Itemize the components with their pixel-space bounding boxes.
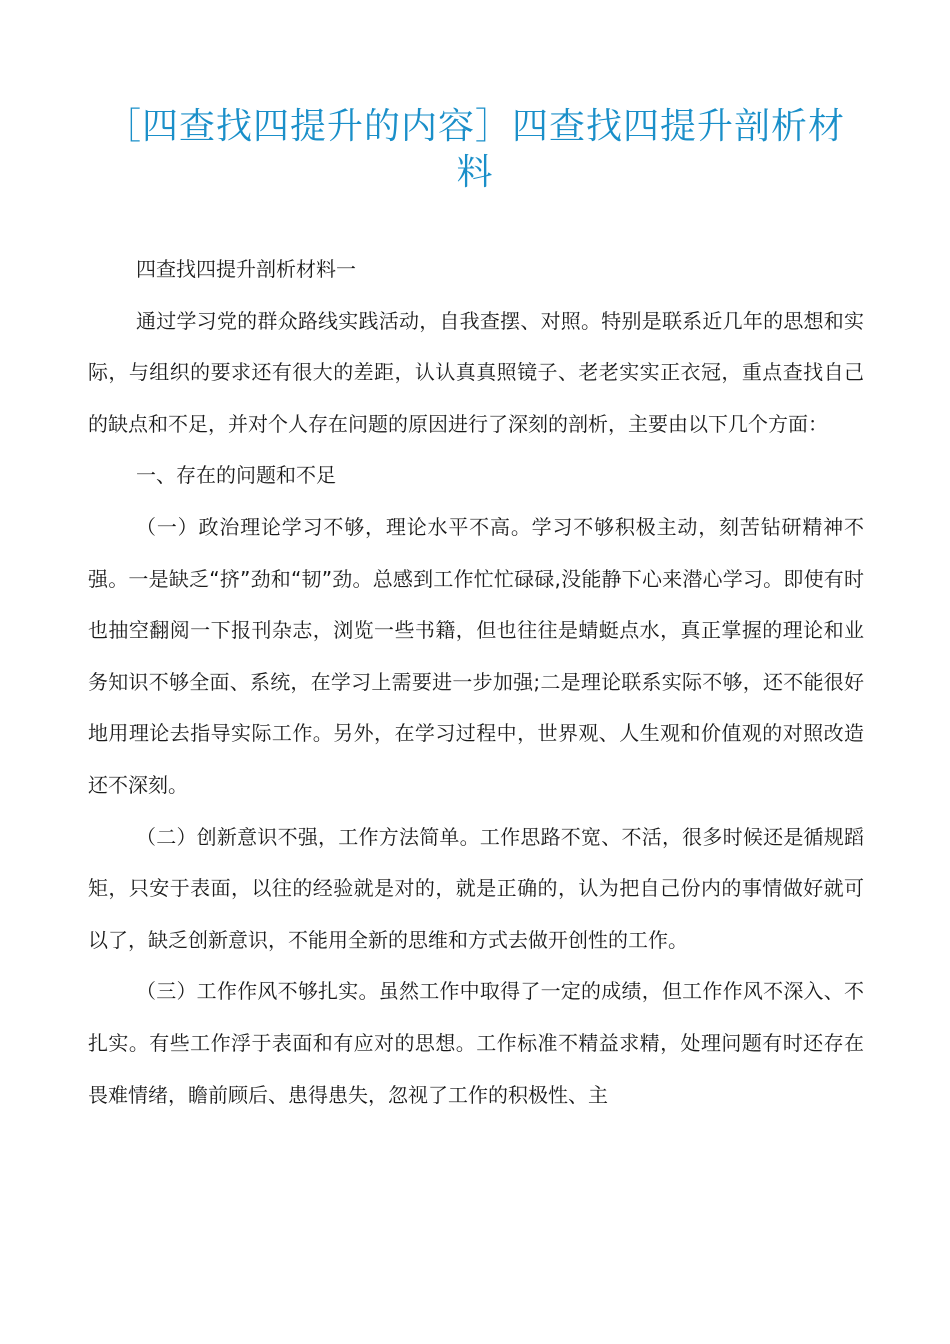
body-paragraph: （二）创新意识不强，工作方法简单。工作思路不宽、不活，很多时候还是循规蹈矩，只安于表面，以往的经验就是对的，就是正确的，认为把自己份内的事情做好就可以了，缺乏创新意识，不能用全新的思维和方式去做开创性的工作。: [88, 824, 864, 952]
body-paragraph: （三）工作作风不够扎实。虽然工作中取得了一定的成绩，但工作作风不深入、不扎实。有些工作浮于表面和有应对的思想。工作标准不精益求精，处理问题有时还存在畏难情绪，瞻前顾后、患得患失，忽视了工作的积极性、主: [88, 979, 864, 1107]
document-body: [88, 244, 864, 1121]
subtitle-paragraph: 四查找四提升剖析材料一: [136, 257, 356, 281]
section-heading: 一、存在的问题和不足: [136, 463, 336, 488]
document-title: ［四查找四提升的内容］四查找四提升剖析材料: [104, 106, 845, 193]
intro-paragraph: 通过学习党的群众路线实践活动，自我查摆、对照。特别是联系近几年的思想和实际，与组织的要求还有很大的差距，认认真真照镜子、老老实实正衣冠，重点查找自己的缺点和不足，并对个人存在问题的原因进行了深刻的剖析，主要由以下几个方面：: [88, 308, 864, 436]
body-paragraph: （一）政治理论学习不够，理论水平不高。学习不够积极主动，刻苦钻研精神不强。一是缺乏“挤”劲和“韧”劲。总感到工作忙忙碌碌,没能静下心来潜心学习。即使有时也抽空翻阅一下报刊杂志，浏览一些书籍，但也往往是蜻蜓点水，真正掌握的理论和业务知识不够全面、系统，在学习上需要进一步加强;二是理论联系实际不够，还不能很好地用理论去指导实际工作。另外，在学习过程中，世界观、人生观和价值观的对照改造还不深刻。: [88, 514, 864, 797]
